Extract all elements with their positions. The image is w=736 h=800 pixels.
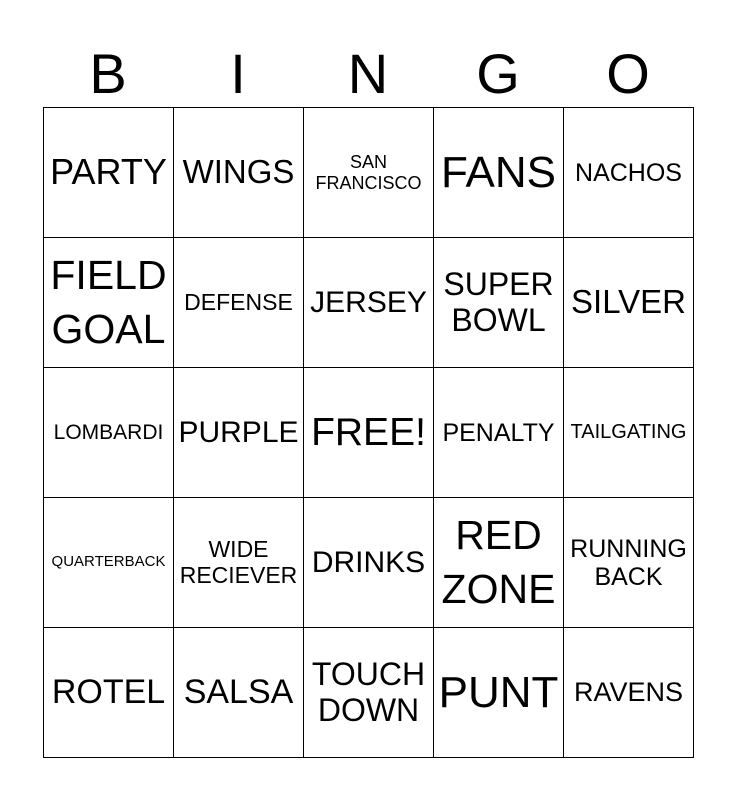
bingo-cell-r2-c5[interactable]: SILVER — [564, 238, 694, 368]
bingo-cell-free[interactable]: FREE! — [304, 368, 434, 498]
bingo-cell-r4-c4[interactable]: RED ZONE — [434, 498, 564, 628]
bingo-cell-r2-c2[interactable]: DEFENSE — [174, 238, 304, 368]
bingo-cell-r5-c4[interactable]: PUNT — [434, 628, 564, 758]
bingo-cell-r1-c1[interactable]: PARTY — [44, 108, 174, 238]
bingo-cell-r4-c2[interactable]: WIDE RECIEVER — [174, 498, 304, 628]
bingo-cell-r4-c3[interactable]: DRINKS — [304, 498, 434, 628]
bingo-cell-r2-c4[interactable]: SUPER BOWL — [434, 238, 564, 368]
header-letter-b: B — [89, 42, 127, 105]
bingo-cell-r4-c1[interactable]: QUARTERBACK — [44, 498, 174, 628]
bingo-cell-r5-c5[interactable]: RAVENS — [564, 628, 694, 758]
bingo-cell-r4-c5[interactable]: RUNNING BACK — [564, 498, 694, 628]
bingo-cell-r1-c5[interactable]: NACHOS — [564, 108, 694, 238]
bingo-header — [43, 40, 693, 108]
bingo-cell-r1-c4[interactable]: FANS — [434, 108, 564, 238]
bingo-cell-r3-c5[interactable]: TAILGATING — [564, 368, 694, 498]
header-letter-g: G — [476, 42, 520, 105]
bingo-cell-r2-c1[interactable]: FIELD GOAL — [44, 238, 174, 368]
bingo-cell-r1-c2[interactable]: WINGS — [174, 108, 304, 238]
bingo-cell-r3-c4[interactable]: PENALTY — [434, 368, 564, 498]
header-letter-i: I — [230, 42, 246, 105]
bingo-cell-r3-c2[interactable]: PURPLE — [174, 368, 304, 498]
bingo-board — [43, 107, 694, 758]
bingo-cell-r1-c3[interactable]: SAN FRANCISCO — [304, 108, 434, 238]
bingo-cell-r5-c1[interactable]: ROTEL — [44, 628, 174, 758]
header-letter-o: O — [606, 42, 650, 105]
header-letter-n: N — [347, 42, 389, 105]
bingo-cell-r2-c3[interactable]: JERSEY — [304, 238, 434, 368]
bingo-cell-r5-c2[interactable]: SALSA — [174, 628, 304, 758]
bingo-cell-r3-c1[interactable]: LOMBARDI — [44, 368, 174, 498]
bingo-cell-r5-c3[interactable]: TOUCH DOWN — [304, 628, 434, 758]
